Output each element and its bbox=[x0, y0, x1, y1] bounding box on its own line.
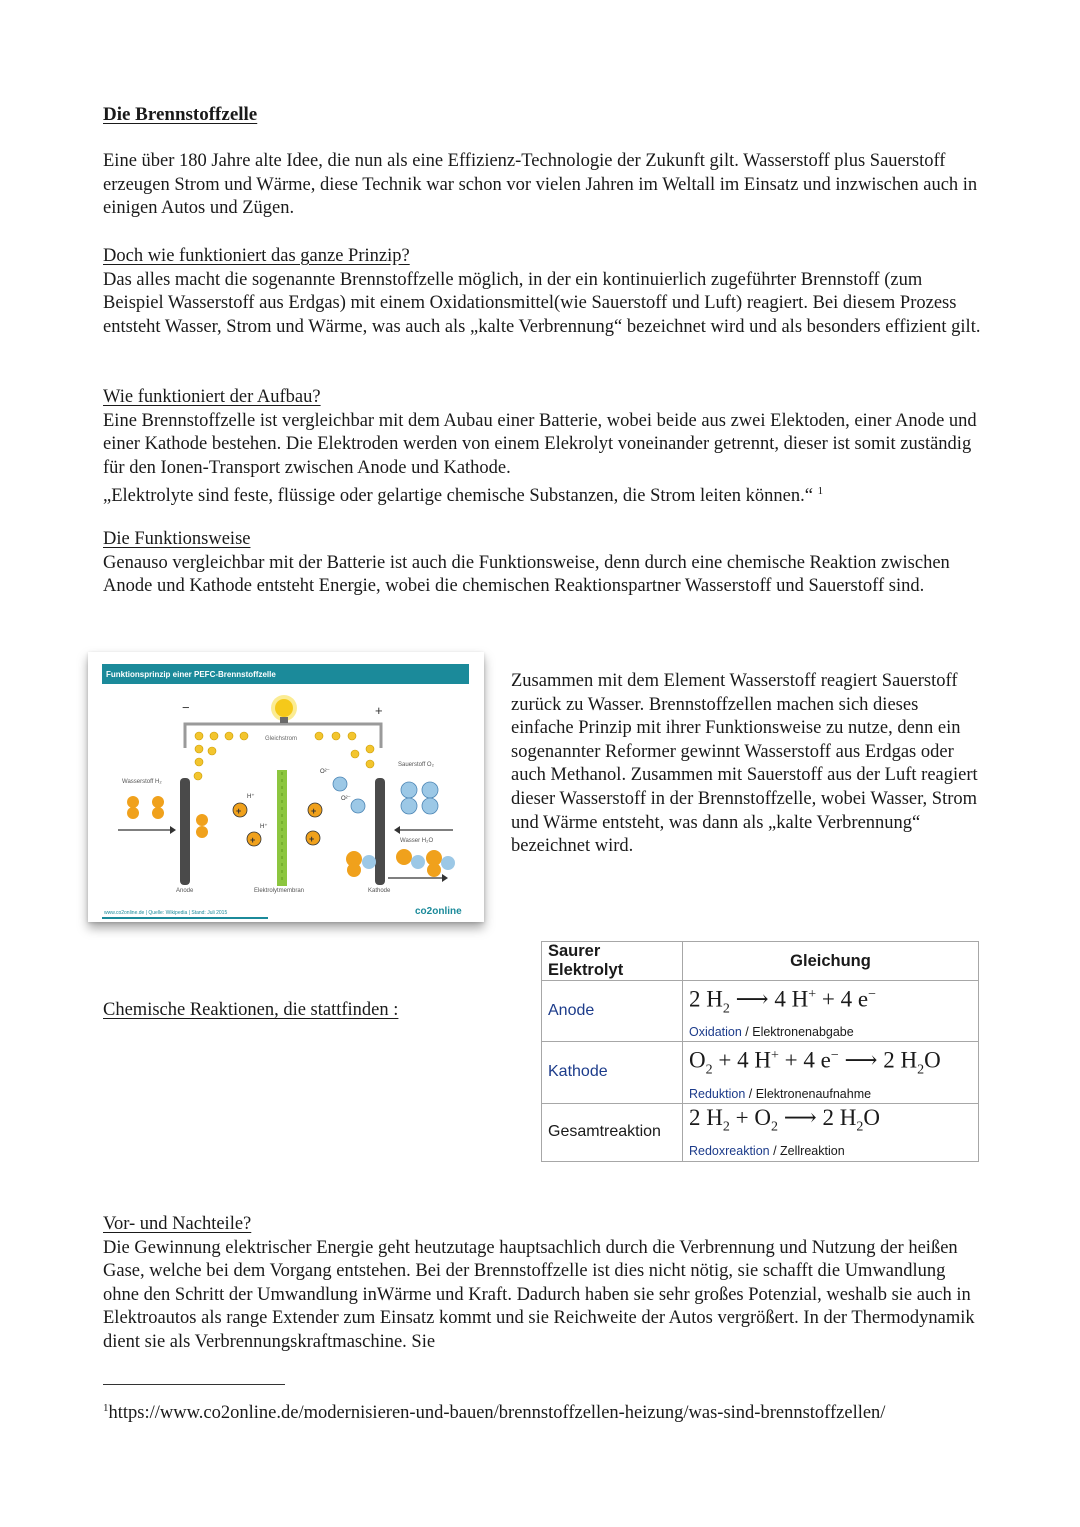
row-label[interactable]: Anode bbox=[542, 981, 683, 1042]
section-text: Das alles macht die sogenannte Brennstoffzelle möglich, in der ein kontinuierlich zugeführter Brennstoff (zum Beispiel Wasserstoff aus Erdgas) mit einem Oxidationsmittel(wie Sauerstoff und Luft) reagiert. Bei diesem Prozess entsteht Wasser, Strom und Wärme, was auch als „kalte Verbrennung“ bezeichnet wird und als besonders effizient gilt. bbox=[103, 269, 981, 337]
equation-cell bbox=[683, 1103, 979, 1161]
anode-electrode bbox=[180, 778, 190, 885]
source-text: www.co2online.de | Quelle: Wikipedia | Stand: Juli 2015 bbox=[104, 910, 228, 916]
section-text: Genauso vergleichbar mit der Batterie ist auch die Funktionsweise, denn durch eine chemische Reaktion zwischen Anode und Kathode entsteht Energie, wobei die chemischen Reaktionspartner Wasserstoff und Sauerstoff sind. bbox=[103, 552, 950, 597]
current-label: Gleichstrom bbox=[265, 736, 298, 742]
reaction-note: / Elektronenaufnahme bbox=[745, 1086, 872, 1101]
reaction-note: / Elektronenabgabe bbox=[741, 1025, 854, 1040]
equation-cell bbox=[683, 981, 979, 1042]
row-label[interactable]: Kathode bbox=[542, 1042, 683, 1103]
side-paragraph: Zusammen mit dem Element Wasserstoff reagiert Sauerstoff zurück zu Wasser. Brennstoffzellen machen sich dieses einfache Prinzip mit ihrer Funktionsweise zu nutze, denn ein sogenannter Reformer gewinnt Wasserstoff aus Erdgas oder auch Methanol. Zusammen mit Sauerstoff aus der Luft reagiert dieser Wasserstoff in der Brennstoffzelle, wobei Wasser, Strom und Wärme entsteht, was dann als „kalte Verbrennung“ bezeichnet wird. bbox=[511, 671, 978, 857]
water-molecules bbox=[346, 849, 455, 877]
fuel-cell-diagram bbox=[88, 652, 484, 922]
section-heading: Die Funktionsweise bbox=[103, 529, 251, 549]
reaction-link[interactable]: Redoxreaktion bbox=[689, 1143, 770, 1158]
footnote-divider bbox=[103, 1384, 285, 1385]
reaction-link[interactable]: Reduktion bbox=[689, 1086, 746, 1101]
table-row bbox=[542, 981, 979, 1042]
equation-cell bbox=[683, 1042, 979, 1103]
oxygen-label: Sauerstoff O₂ bbox=[398, 762, 434, 768]
section-structure bbox=[103, 386, 983, 509]
footnote-reference[interactable]: 1 bbox=[817, 485, 824, 498]
footnote-url[interactable]: https://www.co2online.de/modernisieren-und-bauen/brennstoffzellen-heizung/was-sind-brennstoffzellen/ bbox=[108, 1403, 886, 1424]
section-text: Die Gewinnung elektrischer Energie geht heutzutage hauptsachlich durch die Verbrennung und Nutzung der heißen Gase, welche bei dem Vorgang entstehen. Bei der Brennstoffzelle ist dies nicht nötig, sie schafft die Umwandlung ohne den Schritt der Umwandlung inWärme und Kraft. Dadurch haben sie sehr großes Potenzial, weshalb sie auch in Elektroautos als range Extender zum Einsatz kommt und sie Reichweite der Autos vergrößert. In der Thermodynamik dient sie als Verbrennungskraftmaschine. Sie bbox=[103, 1237, 975, 1352]
section-heading: Vor- und Nachteile? bbox=[103, 1214, 252, 1234]
anode-label: Anode bbox=[176, 888, 194, 894]
footnote bbox=[103, 1402, 885, 1424]
hydrogen-label: Wasserstoff H₂ bbox=[122, 779, 162, 785]
section-heading: Wie funktioniert der Aufbau? bbox=[103, 387, 321, 407]
minus-sign: − bbox=[182, 700, 190, 715]
svg-text:+: + bbox=[309, 834, 315, 844]
table-row bbox=[542, 1103, 979, 1161]
proton-label: H⁺ bbox=[247, 794, 255, 800]
reaction-link[interactable]: Oxidation bbox=[689, 1025, 742, 1040]
oxide-label: O²⁻ bbox=[341, 796, 351, 802]
table-row bbox=[542, 1042, 979, 1103]
svg-text:+: + bbox=[311, 806, 317, 816]
water-label: Wasser H₂O bbox=[400, 838, 434, 844]
section-pros-cons bbox=[103, 1213, 983, 1355]
oxide-label: O²⁻ bbox=[320, 769, 330, 775]
cathode-label: Kathode bbox=[368, 888, 391, 894]
brand-logo: co2online bbox=[415, 906, 462, 917]
column-header: Gleichung bbox=[683, 942, 979, 981]
membrane-label: Elektrolytmembran bbox=[254, 888, 305, 894]
proton-label: H⁺ bbox=[260, 824, 268, 830]
lightbulb-icon bbox=[271, 695, 297, 723]
table-header-row bbox=[542, 942, 979, 981]
footnote-mark: 1 bbox=[103, 1402, 109, 1414]
reaction-table bbox=[541, 941, 979, 1162]
section-heading: Doch wie funktioniert das ganze Prinzip? bbox=[103, 246, 410, 266]
section-function bbox=[103, 528, 983, 599]
hydrogen-molecules bbox=[127, 796, 208, 838]
cathode-equation: $O_2 + 4$ H+ + 4 e− ⟶ 2 $H_2O$ bbox=[689, 1047, 941, 1078]
svg-text:+: + bbox=[250, 835, 256, 845]
chem-heading: Chemische Reaktionen, die stattfinden : bbox=[103, 1000, 399, 1020]
column-header: Saurer Elektrolyt bbox=[542, 942, 683, 981]
anode-equation: 2 $H_2$ ⟶ 4 H+ + 4 e− bbox=[689, 986, 876, 1017]
total-equation: 2 $H_2 + O_2$ ⟶ 2 $H_2O$ bbox=[689, 1105, 880, 1135]
intro-paragraph: Eine über 180 Jahre alte Idee, die nun als eine Effizienz-Technologie der Zukunft gilt. Wasserstoff plus Sauerstoff erzeugen Strom und Wärme, diese Technik war schon vor vielen Jahren im Weltall im Einsatz und inzwischen auch in einigen Autos und Zügen. bbox=[103, 151, 978, 219]
page-title: Die Brennstoffzelle bbox=[103, 104, 258, 125]
section-principle bbox=[103, 245, 983, 339]
diagram-banner-text: Funktionsprinzip einer PEFC-Brennstoffzelle bbox=[106, 670, 276, 679]
svg-text:+: + bbox=[236, 806, 242, 816]
electrolyte-quote: „Elektrolyte sind feste, flüssige oder gelartige chemische Substanzen, die Strom leiten können.“ bbox=[103, 486, 813, 507]
fuel-cell-illustration bbox=[88, 652, 484, 922]
plus-sign: + bbox=[375, 703, 383, 718]
reaction-note: / Zellreaktion bbox=[769, 1143, 845, 1158]
cathode-electrode bbox=[375, 778, 385, 885]
section-text: Eine Brennstoffzelle ist vergleichbar mit dem Aubau einer Batterie, wobei beide aus zwei Elektoden, einer Anode und einer Kathode bestehen. Die Elektroden werden von einem Elekrolyt voneinander getrennt, dieser ist somit zuständig für den Ionen-Transport zwischen Anode und Kathode. bbox=[103, 410, 977, 478]
row-label: Gesamtreaktion bbox=[542, 1103, 683, 1161]
